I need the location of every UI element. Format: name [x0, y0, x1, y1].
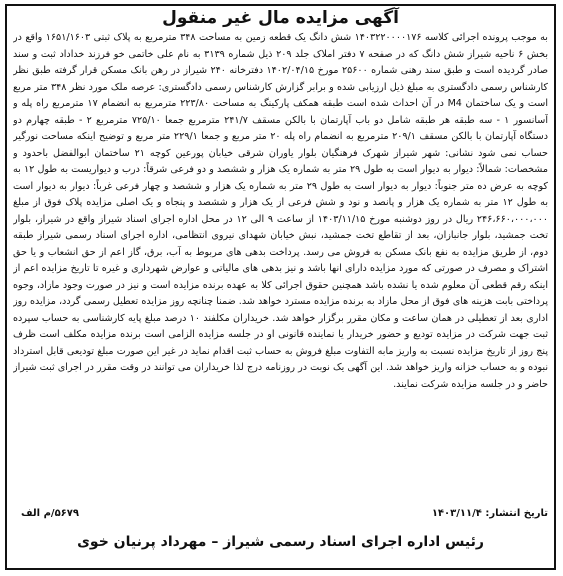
notice-title: آگهی مزایده مال غیر منقول	[162, 8, 399, 28]
signature-line: رئیس اداره اجرای اسناد رسمی شیراز – مهرداد پرنیان خوی	[77, 534, 484, 550]
publication-date-value: ۱۴۰۳/۱۱/۴	[431, 508, 482, 519]
auction-notice	[5, 4, 556, 570]
publication-date	[432, 508, 548, 519]
publication-date-label: تاریخ انتشار:	[485, 508, 548, 519]
notice-body: به موجب پرونده اجرائی کلاسه ۱۴۰۳۲۲۰۰۰۰۱۷۶ شش دانگ یک قطعه زمین به مساحت ۳۴۸ مترمربع به پلاک ثبتی ۱۶۵۱/۱۶۰۳ واقع در بخش ۶ ناحیه شیراز شش دانگ که در صفحه ۷ دفتر املاک جلد ۲۰۹ ذیل شماره ۳۱۳۹ به نام علی خاتمی خو فرزند خداداد ثبت و سند صادر گردیده است و طبق سند رهنی شماره ۲۵۶۰۰ مورخ ۱۴۰۲/۰۴/۱۵ دفترخانه ۲۴۰ شیراز در رهن بانک مسکن قرار گرفته طبق نظر کارشناس رسمی دادگستری به مبلغ ذیل ارزیابی شده و برابر گزارش کارشناس رسمی دادگستری: عرصه ملک مورد نظر ۳۴۸ متر مربع است و یک ساختمان M4 در آن احداث شده است طبقه همکف پارکینگ به مساحت ۲۲۳/۸۰ مترمربع به انضمام ۱۷ مترمربع راه پله و آسانسور ۱ - سه طبقه هر طبقه شامل دو باب آپارتمان با بالکن مسقف ۲۴۱/۷ مترمربع جمعا ۷۲۵/۱۰ مترمربع ۲ - طبقه چهارم دو دستگاه آپارتمان با بالکن مسقف ۲۰۹/۱ مترمربع به انضمام راه پله ۲۰ متر مربع و جمعا ۲۲۹/۱ متر مربع و توضیح اینکه مساحت نورگیر حساب نمی شود نشانی: شهر شیراز شهرک فرهنگیان بلوار یاوران شرقی خیابان پورعین کوچه ۲۱ ساختمان ابوالفضل باحدود و مشخصات: شمالاً: دیوار به دیوار است به طول ۲۹ متر به شماره یک هزار و ششصد و دو فرعی شرقاً: درب و دیواریست به طول ۱۲ به کوچه به عرض ده متر جنوباً: دیوار به دیوار است به طول ۲۹ متر به شماره یک هزار و ششصد و چهار فرعی غرباً: دیوار به دیوار است به طول ۱۲ متر به شماره یک هزار و پانصد و نود و شش فرعی از یک هزار و ششصد و پنجاه و یک اصلی مزایده پلاک فوق از مبلغ ۲۴۶،۶۶۰،۰۰۰،۰۰۰ ریال در روز دوشنبه مورخ ۱۴۰۳/۱۱/۱۵ از ساعت ۹ الی ۱۲ در محل اداره اجرای اسناد شیراز واقع در شیراز، بلوار تخت جمشید، بلوار جانبازان، بعد از تقاطع تخت جمشید، نبش خیابان شهدای نیروی انتظامی، اداره اجرای اسناد رسمی شیراز طبقه دوم، از طریق مزایده به نفع بانک مسکن به فروش می رسد. پرداخت بدهی های مربوط به آب، برق، گاز اعم از حق انشعاب و یا حق اشتراک و مصرف در صورتی که مورد مزایده دارای انها باشد و نیز بدهی های مالیاتی و عوارض شهرداری و غیره تا تاریخ مزایده اعم از اینکه رقم قطعی آن معلوم شده یا نشده باشد همچنین حقوق اجرائی کلا به عهده برنده مزایده است و نیز در صورت وجود مازاد، وجوه پرداختی بابت هزینه های فوق از محل مازاد به برنده مزایده مسترد خواهد شد. ضمنا چنانچه روز مزایده تعطیل رسمی گردد، مزایده روز اداری بعد از تعطیلی در همان ساعت و مکان مقرر برگزار خواهد شد. خریداران مکلفند ۱۰ درصد مبلغ پایه کارشناسی به حساب سپرده ثبت جهت شرکت در مزایده تودیع و حضور خریدار یا نماینده قانونی او در جلسه مزایده الزامی است برنده مزایده مکلف است ظرف پنج روز از تاریخ مزایده نسبت به واریز مابه التفاوت مبلغ فروش به حساب ثبت اقدام نماید در غیر این صورت مبلغ تودیعی قابل استرداد نبوده و به حساب خزانه واریز خواهد شد. این آگهی یک نوبت در روزنامه درج لذا خریداران می توانند در وقت مقرر در اجرای ثبت شیراز حاضر و در جلسه مزایده شرکت نمایند.	[13, 32, 548, 390]
reference-code: ۵۶۷۹/م الف	[21, 508, 79, 519]
publication-info	[13, 508, 548, 524]
